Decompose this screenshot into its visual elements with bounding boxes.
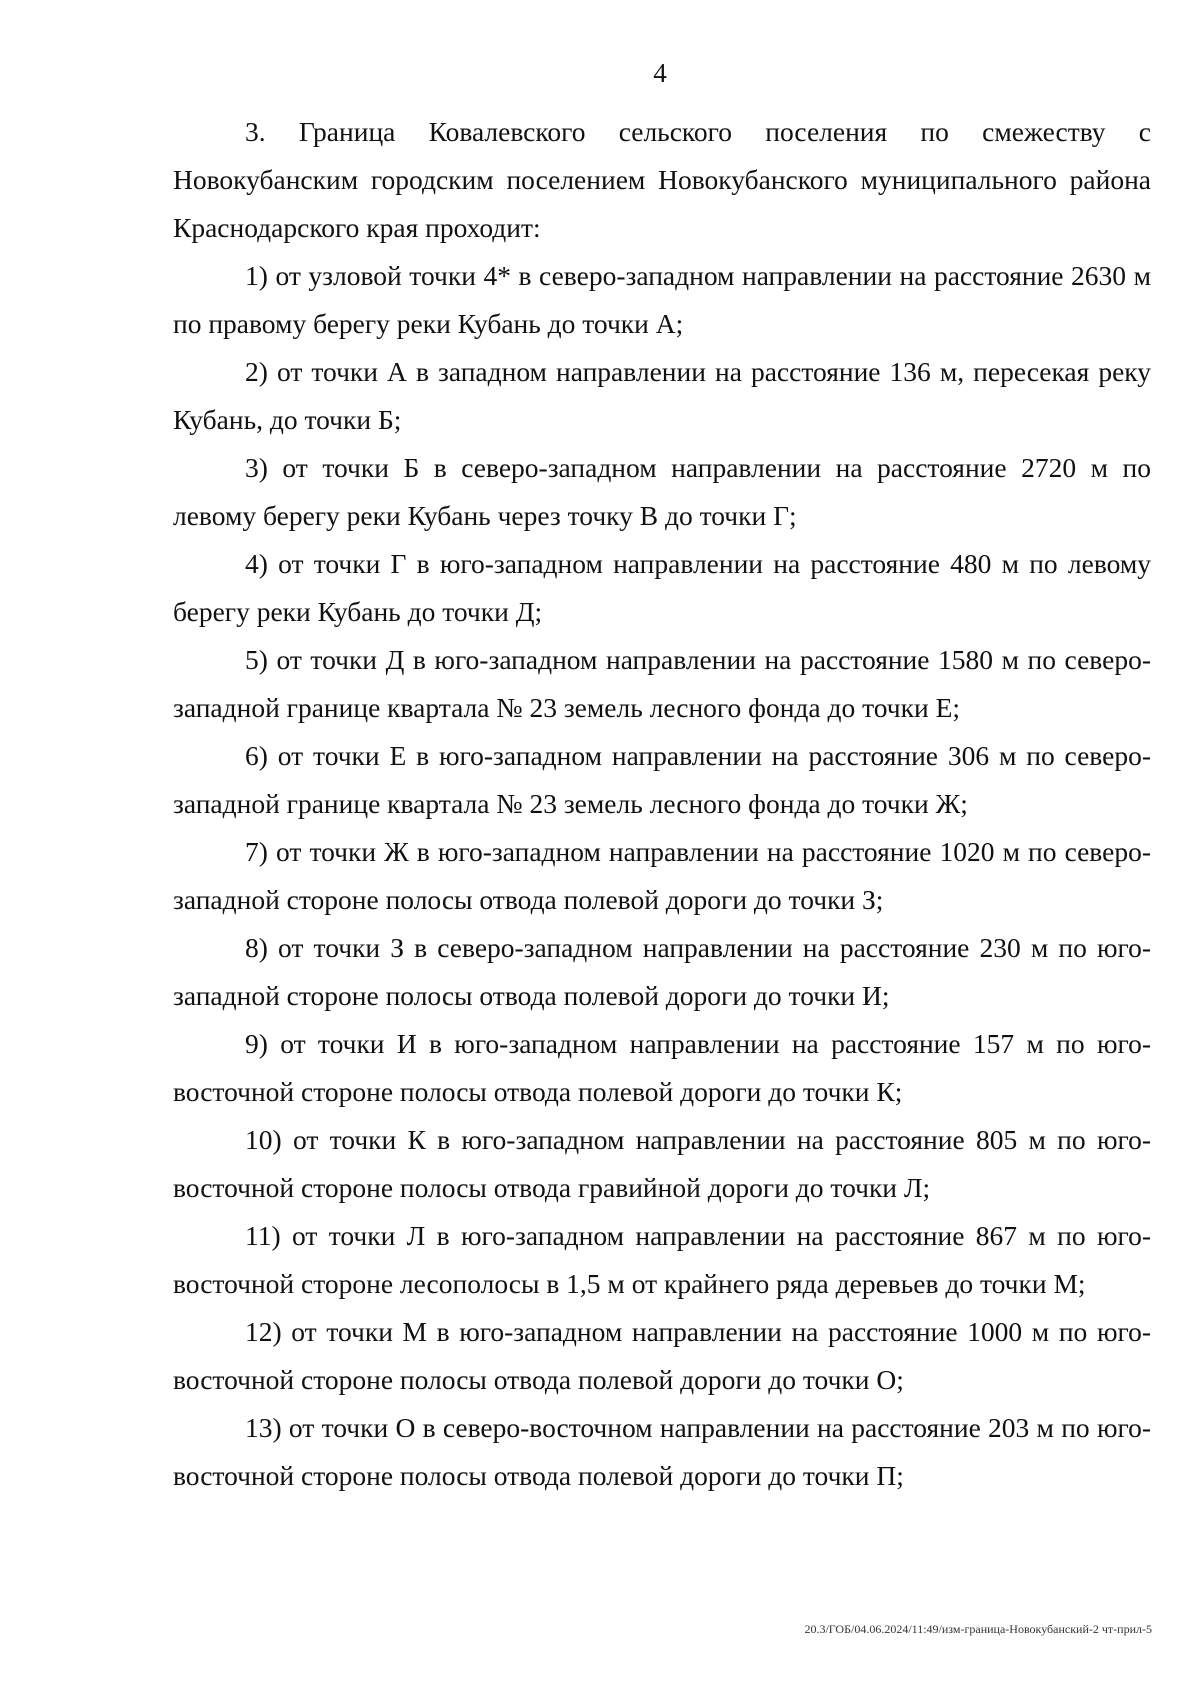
document-body — [173, 108, 1151, 1500]
paragraph-item-10: 10) от точки К в юго-западном направлении на расстояние 805 м по юго-восточной стороне полосы отвода гравийной дороги до точки Л; — [173, 1124, 1151, 1203]
paragraph-item-13: 13) от точки О в северо-восточном направлении на расстояние 203 м по юго-восточной стороне полосы отвода полевой дороги до точки П; — [173, 1412, 1151, 1491]
paragraph-item-5: 5) от точки Д в юго-западном направлении на расстояние 1580 м по северо-западной границе квартала № 23 земель лесного фонда до точки Е; — [173, 644, 1151, 723]
paragraph-item-1: 1) от узловой точки 4* в северо-западном направлении на расстояние 2630 м по правому берегу реки Кубань до точки А; — [173, 260, 1151, 339]
paragraph-item-12: 12) от точки М в юго-западном направлении на расстояние 1000 м по юго-восточной стороне полосы отвода полевой дороги до точки О; — [173, 1316, 1151, 1395]
paragraph-item-11: 11) от точки Л в юго-западном направлении на расстояние 867 м по юго-восточной стороне лесополосы в 1,5 м от крайнего ряда деревьев до точки М; — [173, 1220, 1151, 1299]
paragraph-item-7: 7) от точки Ж в юго-западном направлении на расстояние 1020 м по северо-западной стороне полосы отвода полевой дороги до точки З; — [173, 836, 1151, 915]
paragraph-item-6: 6) от точки Е в юго-западном направлении на расстояние 306 м по северо-западной границе квартала № 23 земель лесного фонда до точки Ж; — [173, 740, 1151, 819]
paragraph-intro: 3. Граница Ковалевского сельского поселения по смежеству с Новокубанским городским поселением Новокубанского муниципального района Краснодарского края проходит: — [173, 116, 1151, 243]
paragraph-item-4: 4) от точки Г в юго-западном направлении на расстояние 480 м по левому берегу реки Кубань до точки Д; — [173, 548, 1151, 627]
paragraph-item-9: 9) от точки И в юго-западном направлении на расстояние 157 м по юго-восточной стороне полосы отвода полевой дороги до точки К; — [173, 1028, 1151, 1107]
page-number: 4 — [653, 58, 667, 88]
paragraph-item-8: 8) от точки З в северо-западном направлении на расстояние 230 м по юго-западной стороне полосы отвода полевой дороги до точки И; — [173, 932, 1151, 1011]
paragraph-item-2: 2) от точки А в западном направлении на расстояние 136 м, пересекая реку Кубань, до точки Б; — [173, 356, 1151, 435]
paragraph-item-3: 3) от точки Б в северо-западном направлении на расстояние 2720 м по левому берегу реки Кубань через точку В до точки Г; — [173, 452, 1151, 531]
document-footer-stamp: 20.3/ГОБ/04.06.2024/11:49/изм-граница-Новокубанский-2 чт-прил-5 — [804, 1622, 1152, 1636]
